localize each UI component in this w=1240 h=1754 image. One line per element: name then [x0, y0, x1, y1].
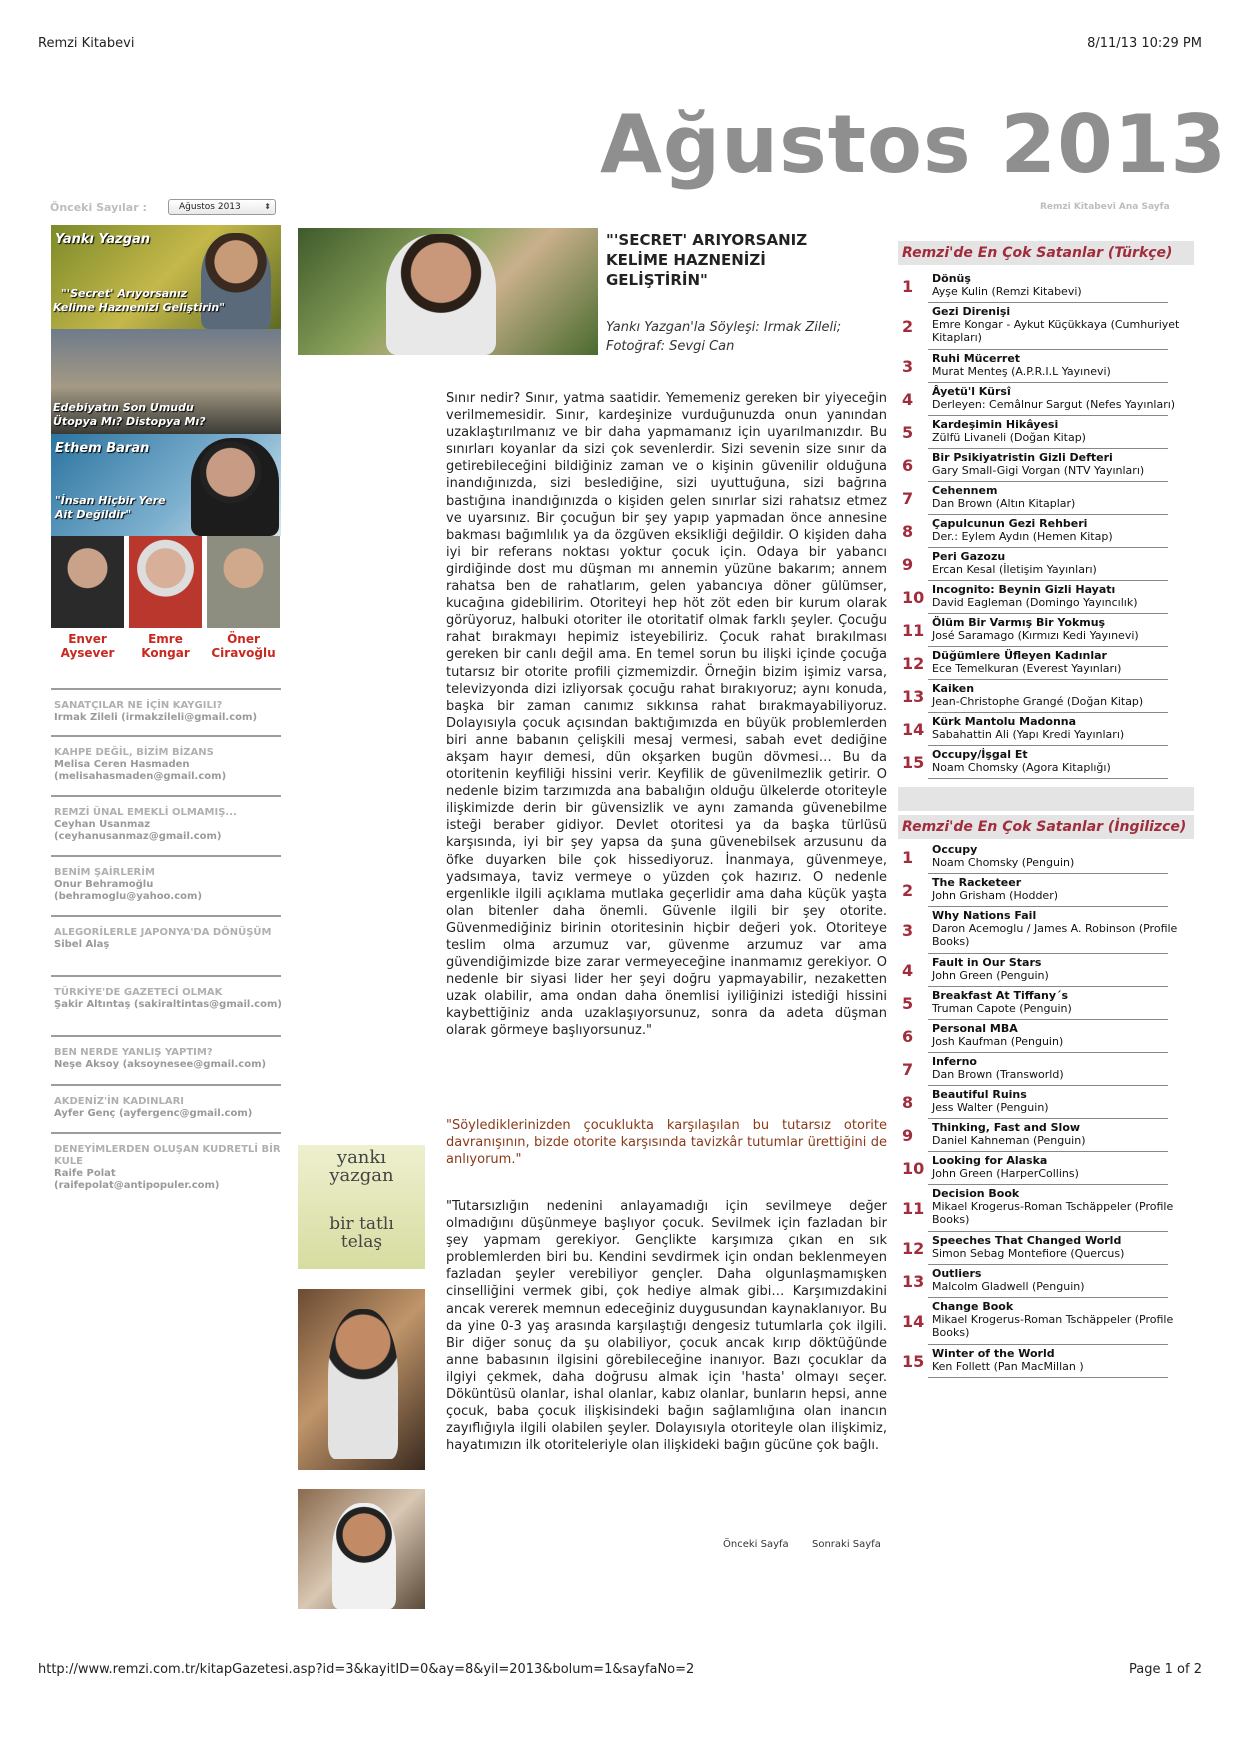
divider: [928, 1377, 1168, 1378]
bestseller-author: Malcolm Gladwell (Penguin): [932, 1280, 1085, 1293]
issue-select-value: Ağustos 2013: [179, 202, 241, 212]
bestseller-rank: 1: [902, 276, 914, 296]
banner-text-line2: Ait Değildir": [55, 508, 132, 521]
article-pull-quote: "Söylediklerinizden çocuklukta karşılaşılan bu tutarsız otorite davranışının, bizde otorite karşısında tavizkâr tutumlar ürettiğini de anlıyorum.": [446, 1118, 887, 1167]
bestseller-author: Jess Walter (Penguin): [932, 1101, 1049, 1114]
bestseller-rank: 10: [902, 1158, 925, 1178]
bestseller-rank: 15: [902, 1351, 925, 1371]
bestseller-rank: 5: [902, 993, 914, 1013]
banner-portrait: [191, 438, 279, 536]
bestsellers-english-heading: Remzi'de En Çok Satanlar (İngilizce): [898, 815, 1194, 839]
bestseller-item[interactable]: [898, 748, 1168, 781]
banner-name: Yankı Yazgan: [55, 232, 151, 247]
bestseller-rank: 2: [902, 880, 914, 900]
portrait-name: Öner Ciravoğlu: [211, 632, 276, 660]
side-link-3[interactable]: REMZİ ÜNAL EMEKLİ OLMAMIŞ... Ceyhan Usanmaz (ceyhanusanmaz@gmail.com): [54, 807, 237, 842]
columnist-portraits: [51, 536, 281, 664]
bestseller-rank: 8: [902, 521, 914, 541]
article-body: Sınır nedir? Sınır, yatma saatidir. Yememeniz gereken bir yiyeceğin verilmemesidir. Sınır, kardeşinize vurduğunuzda onun yanından uzaklaştırılmanız ve bir daha yapmamanız için uyarılmanızdır. Bu sınırları koyanlar da sizi çok sevenlerdir. Sizi sevenin size sınır da getirebileceğini bildiğiniz zaman ve o kişinin güvenilir olduğuna inandığınızda, sizi beslediğine, sizi uyuttuğuna, sizi bağrına bastığına inandığınızda o kişiden gelen sınırlar sizi rahatsız etmez ve uyarsınız. Bir çocuğun bir şey yapıp yapmadan önce annesine bakması bağımlılık ya da özgüven eksikliği değildir. O kişiden daha iyi bir referans noktası yoktur çocuk için. Odaya bir yabancı girdiğinde dost mu düşman mı annemin yüzüne bakarım; annem rahatsa ben de rahatlarım, gelen yabancıya döner gülümser, kucağına gidebilirim. Otoriteyi hep höt zöt eden bir kurum olarak görüyoruz, halbuki otoriter ile otoritatif olmak farklı şeyler. Çocuğu rahat bırakmayı hepimiz isteyebiliriz. Çocuk rahat bırakılması gereken bir canlı değil ama. En temel sorun bu ilişki içinde çocuğa tutarsız bir otorite profili çizmemizdir. Örneğin bizim işimiz varsa, televizyonda dizi izliyorsak çocuğu rahat bırakıyoruz; aynı konuda, başka bir zaman canımız sıkkınsa rahat bırakmayabiliyoruz. Dolayısıyla çocuk açısından baktığımızda en büyük problemlerden biri anne babanın çelişkili mesaj vermesi, sabah evet dediğine akşam hayır demesi, dün okşarken bugün dövmesi… Bu da otoritenin keyfiliği hissini verir. Keyfilik de güvenilmezlik getirir. O nedenle bizim tarzımızda ana babalığın olduğu ülkelerde otoriteyle ilişkimizde derin bir güvensizlik ve aynı zamanda güvenebilme isteği beraber gidiyor. Devlet otoritesi ya da başka türlüsü karşısında, iyi bir şey yapsa da şuna güvenebilsek arzusunu da öfke duyarken bile çok hissediyoruz. İnanmaya, güvenmeye, yadsımaya, taviz vermeye o yüzden çok hazırız. O nedenle ergenlikle ilgili açıklama mutlaka geçerlidir ama daha küçük yaşta olan bitenler daha önemli. Güvenle ilgili bir şey otorite. Güvenmediğiniz birinin otoritesinin hiçbir değeri yok. Otoriteye teslim olma arzumuz var, güvenme arzumuz var ama güvendiğimizde bize zarar vermeyeceğine inanmamız gerekiyor. O nedenle bir siyasi lider her şeyi doğru yapmayabilir, nezaketten uzak olabilir, ama ondan daha önemlisi iyiliğinizi istediği hissini kaybettiğiniz anda uzaklaşıyorsunuz, sonra da adeta düşman olarak görmeye başlıyorsunuz.": [446, 391, 887, 1039]
previous-issues-label: Önceki Sayılar :: [50, 201, 147, 214]
banner-name: Ethem Baran: [55, 441, 150, 456]
side-link-4[interactable]: BENİM ŞAİRLERİM Onur Behramoğlu (behramoglu@yahoo.com): [54, 867, 203, 902]
bestsellers-turkish-heading: Remzi'de En Çok Satanlar (Türkçe): [898, 241, 1194, 265]
divider: [928, 547, 1168, 548]
bestseller-item[interactable]: [898, 715, 1168, 748]
divider: [928, 382, 1168, 383]
bestseller-rank: 9: [902, 1125, 914, 1145]
bestseller-title[interactable]: Winter of the World: [932, 1347, 1055, 1360]
side-link-6[interactable]: TÜRKİYE'DE GAZETECİ OLMAK Şakir Altıntaş (sakiraltintas@gmail.com): [54, 987, 282, 1010]
divider: [51, 735, 281, 737]
next-page-link[interactable]: Sonraki Sayfa: [812, 1539, 881, 1550]
bestseller-rank: 6: [902, 455, 914, 475]
divider: [928, 953, 1168, 954]
bestseller-item[interactable]: [898, 1055, 1168, 1088]
bestseller-title[interactable]: Cehennem: [932, 484, 998, 497]
article-photo-3: [298, 1489, 425, 1609]
divider: [51, 688, 281, 690]
side-link-9[interactable]: DENEYİMLERDEN OLUŞAN KUDRETLİ BİR KULE Raife Polat (raifepolat@antipopuler.com): [54, 1144, 281, 1191]
bestseller-item[interactable]: [898, 956, 1168, 989]
bestseller-item[interactable]: [898, 1022, 1168, 1055]
bestseller-item[interactable]: [898, 305, 1180, 352]
bestseller-author: Mikael Krogerus-Roman Tschäppeler (Profile Books): [932, 1200, 1174, 1226]
bestseller-title[interactable]: Düğümlere Üfleyen Kadınlar: [932, 649, 1107, 662]
bestseller-title[interactable]: Incognito: Beynin Gizli Hayatı: [932, 583, 1116, 596]
bestseller-rank: 11: [902, 620, 925, 640]
bestseller-author: John Grisham (Hodder): [932, 889, 1059, 902]
banner-text-line2: Kelime Haznenizi Geliştirin": [53, 301, 225, 314]
bestseller-author: José Saramago (Kırmızı Kedi Yayınevi): [932, 629, 1139, 642]
bestseller-item[interactable]: [898, 484, 1168, 517]
banner-portrait: [201, 233, 271, 329]
divider: [928, 712, 1168, 713]
article-photo-2: [298, 1289, 425, 1470]
bestseller-author: Ayşe Kulin (Remzi Kitabevi): [932, 285, 1082, 298]
bestseller-rank: 9: [902, 554, 914, 574]
bestseller-author: Der.: Eylem Aydın (Hemen Kitap): [932, 530, 1113, 543]
bestseller-rank: 11: [902, 1198, 925, 1218]
divider: [928, 1052, 1168, 1053]
divider: [928, 1264, 1168, 1265]
banner-text-line1: Edebiyatın Son Umudu: [53, 401, 194, 414]
divider: [51, 1132, 281, 1134]
bestseller-rank: 14: [902, 719, 925, 739]
banner-text-line1: "İnsan Hiçbir Yere: [55, 494, 166, 507]
bestseller-item[interactable]: [898, 550, 1168, 583]
bestseller-author: Ece Temelkuran (Everest Yayınları): [932, 662, 1122, 675]
divider: [928, 415, 1168, 416]
banner-yanki-yazgan[interactable]: [51, 225, 281, 329]
bestseller-rank: 8: [902, 1092, 914, 1112]
bestseller-rank: 7: [902, 488, 914, 508]
print-footer-url: http://www.remzi.com.tr/kitapGazetesi.asp?id=3&kayitID=0&ay=8&yil=2013&bolum=1&sayfaNo=2: [38, 1662, 695, 1677]
article-credit: Yankı Yazgan'la Söyleşi: Irmak Zileli; Fotoğraf: Sevgi Can: [606, 320, 842, 354]
side-link-8[interactable]: AKDENİZ'İN KADINLARI Ayfer Genç (ayfergenc@gmail.com): [54, 1096, 253, 1119]
bestseller-item[interactable]: [898, 1347, 1168, 1380]
book-cover: [298, 1145, 425, 1269]
article-photo: [298, 228, 598, 355]
bestseller-title[interactable]: Kaiken: [932, 682, 975, 695]
bestseller-title[interactable]: Âyetü'l Kürsî: [932, 385, 1011, 398]
bestseller-rank: 12: [902, 1238, 925, 1258]
article-photo-subject: [328, 1309, 398, 1459]
divider: [928, 514, 1168, 515]
divider: [928, 1184, 1168, 1185]
bestseller-title[interactable]: Thinking, Fast and Slow: [932, 1121, 1081, 1134]
bestseller-title[interactable]: Fault in Our Stars: [932, 956, 1042, 969]
banner-utopya[interactable]: [51, 329, 281, 434]
bestseller-author: Emre Kongar - Aykut Küçükkaya (Cumhuriyet Kitapları): [932, 318, 1180, 344]
bestseller-rank: 12: [902, 653, 925, 673]
portrait-name: Enver Aysever: [60, 632, 115, 660]
bestseller-author: John Green (HarperCollins): [932, 1167, 1079, 1180]
bestseller-item[interactable]: [898, 1088, 1168, 1121]
bestseller-item[interactable]: [898, 1234, 1168, 1267]
bestseller-title[interactable]: Inferno: [932, 1055, 977, 1068]
bestseller-author: Derleyen: Cemâlnur Sargut (Nefes Yayınları): [932, 398, 1176, 411]
portrait-enver-aysever[interactable]: [51, 536, 124, 628]
bestseller-rank: 6: [902, 1026, 914, 1046]
bestseller-item[interactable]: [898, 1154, 1168, 1187]
bestseller-title[interactable]: Beautiful Ruins: [932, 1088, 1027, 1101]
article-photo-subject: [386, 234, 496, 355]
bestseller-item[interactable]: [898, 272, 1168, 305]
divider: [928, 873, 1168, 874]
print-header-datetime: 8/11/13 10:29 PM: [1087, 36, 1202, 51]
bestseller-item[interactable]: [898, 649, 1168, 682]
bestseller-author: Noam Chomsky (Penguin): [932, 856, 1075, 869]
bestseller-title[interactable]: Outliers: [932, 1267, 982, 1280]
divider: [928, 349, 1168, 350]
bestseller-author: Jean-Christophe Grangé (Doğan Kitap): [932, 695, 1144, 708]
bestseller-title[interactable]: Ruhi Mücerret: [932, 352, 1021, 365]
bestseller-title[interactable]: Breakfast At Tiffany´s: [932, 989, 1069, 1002]
bestseller-item[interactable]: [898, 1187, 1174, 1234]
side-link-2[interactable]: KAHPE DEĞİL, BİZİM BİZANS Melisa Ceren Hasmaden (melisahasmaden@gmail.com): [54, 747, 227, 782]
side-link-5[interactable]: ALEGORİLERLE JAPONYA'DA DÖNÜŞÜM Sibel Alaş: [54, 927, 272, 950]
banner-text-line1: "'Secret' Arıyorsanız: [61, 287, 188, 300]
bestseller-author: Dan Brown (Altın Kitaplar): [932, 497, 1076, 510]
bestseller-item[interactable]: [898, 352, 1168, 385]
print-header-site: Remzi Kitabevi: [38, 36, 135, 51]
bestseller-author: Truman Capote (Penguin): [932, 1002, 1072, 1015]
bestseller-title[interactable]: Occupy/İşgal Et: [932, 748, 1028, 761]
bestseller-title[interactable]: Dönüş: [932, 272, 971, 285]
previous-page-link[interactable]: Önceki Sayfa: [723, 1539, 789, 1550]
article-body-continued: "Tutarsızlığın nedenini anlayamadığı için sevilmeye değer olmadığını düşünmeye başlıyor çocuk. Sevilmek için fazladan bir şey yapmam gerekiyor. Gençlikte karşımıza çıkan en sık problemlerden biri bu. Kendini sevdirmek için ondan beklenmeyen fazladan şeyler verebiliyor gençler. Daha olgunlaşmamışken cinselliğini vermek gibi, çok hediye almak gibi… Karşımızdakini ancak vererek memnun edeceğiniz duygusundan kaynaklanıyor. Bu da yine 0-3 yaş arasında karşılaştığı dengesiz tutumlarla çok ilgili. Bir diğer sonuç da şu olabiliyor, çocuk ancak kırıp döktüğünde anne babasının ilgisini görebileceğine inanıyor. Bazı çocuklar da ilgiyi çekmek, daha doğrusu almak için 'hasta' olmayı seçer. Döküntüsü olanlar, ishal olanlar, kabız olanlar, bunların hepsi, anne çocuk, baba çocuk ilişkisindeki bağın sağlamlığına olan inancın zayıflığıyla ilgili olabilen şeyler. Dolayısıyla otoriteyle olan ilişkimiz, hayatımızın ilk otoriteleriyle olan ilişkideki bağın gücüne çok bağlı.: [446, 1199, 887, 1454]
bestseller-title[interactable]: Çapulcunun Gezi Rehberi: [932, 517, 1088, 530]
bestseller-title[interactable]: Peri Gazozu: [932, 550, 1006, 563]
bestseller-rank: 5: [902, 422, 914, 442]
bestseller-author: Daron Acemoglu / James A. Robinson (Profile Books): [932, 922, 1178, 948]
divider: [51, 975, 281, 977]
bestseller-item[interactable]: [898, 583, 1168, 616]
article-photo-subject: [332, 1503, 396, 1609]
divider: [928, 481, 1168, 482]
bestseller-title[interactable]: Ölüm Bir Varmış Bir Yokmuş: [932, 616, 1106, 629]
divider: [928, 778, 1168, 779]
bestseller-rank: 1: [902, 847, 914, 867]
book-cover-title: yankı yazgan: [329, 1147, 394, 1186]
divider: [928, 1085, 1168, 1086]
bestseller-title[interactable]: Occupy: [932, 843, 978, 856]
divider: [51, 1035, 281, 1037]
bestseller-rank: 3: [902, 356, 914, 376]
bestseller-item[interactable]: [898, 843, 1168, 876]
bestseller-author: David Eagleman (Domingo Yayıncılık): [932, 596, 1138, 609]
divider: [928, 679, 1168, 680]
bestseller-author: Josh Kaufman (Penguin): [932, 1035, 1064, 1048]
divider: [928, 1118, 1168, 1119]
issue-select[interactable]: [168, 199, 276, 215]
divider: [51, 855, 281, 857]
home-link[interactable]: Remzi Kitabevi Ana Sayfa: [1040, 202, 1170, 212]
bestseller-title[interactable]: Bir Psikiyatristin Gizli Defteri: [932, 451, 1113, 464]
divider: [928, 580, 1168, 581]
side-link-7[interactable]: BEN NERDE YANLIŞ YAPTIM? Neşe Aksoy (aksoynesee@gmail.com): [54, 1047, 267, 1070]
bestseller-title[interactable]: Kardeşimin Hikâyesi: [932, 418, 1059, 431]
divider: [928, 986, 1168, 987]
bestseller-item[interactable]: [898, 1300, 1174, 1347]
divider: [928, 613, 1168, 614]
divider: [51, 915, 281, 917]
bestseller-rank: 7: [902, 1059, 914, 1079]
bestseller-rank: 4: [902, 389, 914, 409]
bestseller-title[interactable]: Speeches That Changed World: [932, 1234, 1122, 1247]
portrait-oner-ciravoglu[interactable]: [207, 536, 280, 628]
divider: [51, 795, 281, 797]
bestseller-author: Dan Brown (Transworld): [932, 1068, 1064, 1081]
bestseller-rank: 13: [902, 686, 925, 706]
banner-text-line2: Ütopya Mı? Distopya Mı?: [53, 415, 206, 428]
divider: [928, 1019, 1168, 1020]
divider: [928, 1231, 1168, 1232]
bestseller-rank: 2: [902, 316, 914, 336]
bestseller-title[interactable]: Why Nations Fail: [932, 909, 1037, 922]
bestseller-author: Ercan Kesal (İletişim Yayınları): [932, 563, 1097, 576]
bestseller-author: Simon Sebag Montefiore (Quercus): [932, 1247, 1125, 1260]
bestseller-rank: 15: [902, 752, 925, 772]
bestseller-item[interactable]: [898, 909, 1178, 956]
bestseller-author: Sabahattin Ali (Yapı Kredi Yayınları): [932, 728, 1125, 741]
article-headline: "'SECRET' ARIYORSANIZ KELİME HAZNENİZİ GELİŞTİRİN": [606, 231, 808, 289]
divider: [928, 302, 1168, 303]
bestseller-rank: 4: [902, 960, 914, 980]
bestseller-rank: 10: [902, 587, 925, 607]
bestseller-rank: 3: [902, 920, 914, 940]
divider: [928, 1151, 1168, 1152]
bestseller-title[interactable]: Personal MBA: [932, 1022, 1018, 1035]
divider: [928, 448, 1168, 449]
bestseller-item[interactable]: [898, 1267, 1168, 1300]
portrait-emre-kongar[interactable]: [129, 536, 202, 628]
bestseller-author: Noam Chomsky (Agora Kitaplığı): [932, 761, 1111, 774]
bestseller-item[interactable]: [898, 385, 1176, 418]
select-arrows-icon: ⬍: [264, 202, 271, 211]
bestseller-author: Ken Follett (Pan MacMillan ): [932, 1360, 1084, 1373]
bestseller-author: Daniel Kahneman (Penguin): [932, 1134, 1086, 1147]
bestseller-rank: 13: [902, 1271, 925, 1291]
bestseller-title[interactable]: Looking for Alaska: [932, 1154, 1048, 1167]
bestseller-item[interactable]: [898, 418, 1168, 451]
bestseller-title[interactable]: Kürk Mantolu Madonna: [932, 715, 1077, 728]
divider: [928, 745, 1168, 746]
divider: [928, 1344, 1168, 1345]
bestseller-title[interactable]: Change Book: [932, 1300, 1014, 1313]
divider: [928, 646, 1168, 647]
bestseller-item[interactable]: [898, 517, 1168, 550]
divider: [928, 1297, 1168, 1298]
bestseller-author: Gary Small-Gigi Vorgan (NTV Yayınları): [932, 464, 1145, 477]
issue-title: Ağustos 2013: [600, 98, 1228, 191]
portrait-name: Emre Kongar: [141, 632, 190, 660]
bestseller-author: Zülfü Livaneli (Doğan Kitap): [932, 431, 1086, 444]
bestseller-item[interactable]: [898, 989, 1168, 1022]
banner-ethem-baran[interactable]: [51, 434, 281, 536]
divider: [928, 906, 1168, 907]
bestseller-title[interactable]: Gezi Direnişi: [932, 305, 1011, 318]
bestseller-item[interactable]: [898, 616, 1168, 649]
bestseller-author: Mikael Krogerus-Roman Tschäppeler (Profile Books): [932, 1313, 1174, 1339]
bestseller-item[interactable]: [898, 1121, 1168, 1154]
book-cover-subtitle: bir tatlı telaş: [329, 1214, 394, 1252]
bestseller-author: Murat Menteş (A.P.R.I.L Yayınevi): [932, 365, 1111, 378]
bestseller-title[interactable]: The Racketeer: [932, 876, 1022, 889]
bestseller-author: John Green (Penguin): [932, 969, 1049, 982]
bestseller-item[interactable]: [898, 876, 1168, 909]
bestseller-item[interactable]: [898, 682, 1168, 715]
bestseller-item[interactable]: [898, 451, 1168, 484]
bestseller-rank: 14: [902, 1311, 925, 1331]
side-link-1[interactable]: SANATÇILAR NE İÇİN KAYGILI? Irmak Zileli (irmakzileli@gmail.com): [54, 700, 258, 723]
bestseller-title[interactable]: Decision Book: [932, 1187, 1020, 1200]
print-footer-page: Page 1 of 2: [1129, 1662, 1202, 1677]
list-separator: [898, 787, 1194, 811]
divider: [51, 1084, 281, 1086]
